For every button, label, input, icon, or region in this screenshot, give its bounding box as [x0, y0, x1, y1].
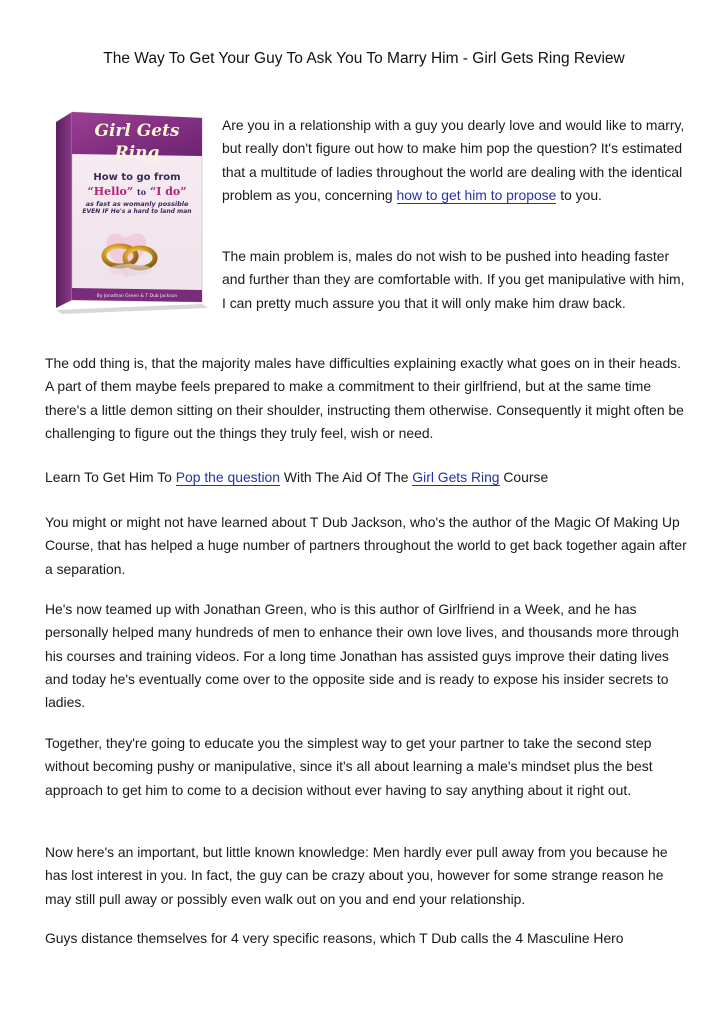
book-cover-ido: “I do”: [149, 185, 187, 198]
intro-p1-text: Are you in a relationship with a guy you dearly love and would like to marry, but really don't figure out how to make him pop the question? It's estimated that a multitude of ladies throughout the world are dealing with the identical problem as you, concerning: [222, 117, 685, 203]
book-cover-line4: EVEN IF He's a hard to land man: [82, 208, 192, 215]
section-heading: [45, 466, 690, 489]
intro-paragraph-2: The main problem is, males do not wish to be pushed into heading faster and further than they are comfortable with. If you get manipulative with him, I can pretty much assure you that it will only make him draw back.: [222, 248, 685, 311]
heading-text-a: Learn To Get Him To: [45, 469, 176, 485]
paragraph-7: Now here's an important, but little known knowledge: Men hardly ever pull away from you because he has lost interest in you. In fact, the guy can be crazy about you, however for some strange reason he may still pull away or possibly even walk out on you and end your relationship.: [45, 844, 668, 907]
book-cover-to: to: [137, 187, 147, 197]
paragraph-4: You might or might not have learned about T Dub Jackson, who's the author of the Magic Of Making Up Course, that has helped a huge number of partners throughout the world to get back together again after a separation.: [45, 514, 687, 577]
book-cover-line3: as fast as womanly possible: [85, 200, 189, 208]
paragraph-8: Guys distance themselves for 4 very specific reasons, which T Dub calls the 4 Masculine Hero: [45, 930, 624, 946]
heading-text-c: Course: [499, 469, 549, 485]
link-pop-the-question[interactable]: Pop the question: [175, 469, 281, 485]
paragraph-6: Together, they're going to educate you the simplest way to get your partner to take the second step without becoming pushy or manipulative, since it's all about learning a male's mindset plus the best approach to get him to come to a decision without ever having to say anything about it right out.: [45, 735, 653, 798]
book-cover-line1: How to go from: [93, 172, 181, 183]
intro-p1-after: to you.: [556, 186, 602, 203]
book-cover-authors: By Jonathan Green & T Dub Jackson: [96, 294, 178, 299]
intro-paragraph-1: [222, 114, 687, 207]
paragraph-3: The odd thing is, that the majority males have difficulties explaining exactly what goes on in their heads. A part of them maybe feels prepared to make a commitment to their girlfriend, but at the same time there's a little demon sitting on their shoulder, instructing them otherwise. Consequently it might often be challenging to figure out the things they truly feel, wish or need.: [45, 355, 684, 441]
book-cover-text: [72, 114, 202, 299]
paragraph-5: He's now teamed up with Jonathan Green, who is this author of Girlfriend in a Week, and he has personally helped many hundreds of men to enhance their own love lives, and thousands more through his courses and training videos. For a long time Jonathan has assisted guys improve their dating lives and today he's eventually come over to the opposite side and is ready to expose his insider secrets to ladies.: [45, 601, 679, 711]
book-cover-hello: “Hello”: [87, 185, 134, 198]
page-title: The Way To Get Your Guy To Ask You To Marry Him - Girl Gets Ring Review: [103, 50, 625, 67]
heading-text-b: With The Aid Of The: [280, 469, 413, 485]
book-cover-title: Girl Gets Ring: [94, 121, 180, 163]
link-how-to-get-him-to-propose[interactable]: how to get him to propose: [396, 186, 557, 203]
link-girl-gets-ring[interactable]: Girl Gets Ring: [412, 469, 500, 485]
